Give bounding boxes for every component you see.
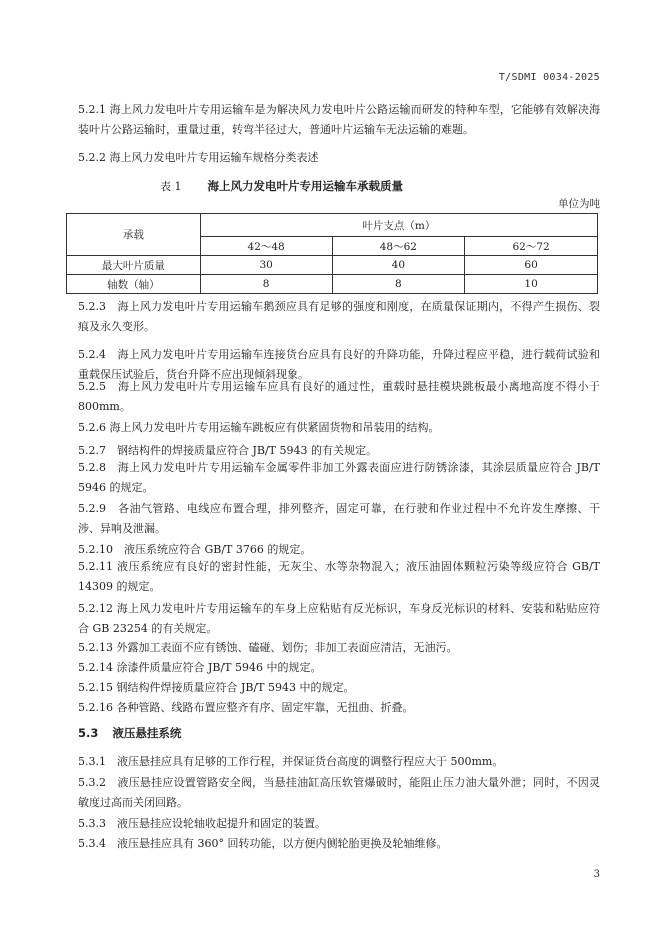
clause-5-2-7: 5.2.7 钢结构件的焊接质量应符合 JB/T 5943 的有关规定。 <box>78 444 378 457</box>
row-label: 轴数（轴） <box>67 275 201 294</box>
header-blade-support: 叶片支点（m） <box>200 214 597 237</box>
table-caption <box>160 178 403 194</box>
standard-code: T/SDMI 0034-2025 <box>498 72 600 83</box>
clause-5-2-13: 5.2.13 外露加工表面不应有锈蚀、磕碰、划伤；非加工表面应清洁，无油污。 <box>78 641 458 654</box>
load-capacity-table <box>66 213 598 294</box>
range-header: 48～62 <box>332 237 465 256</box>
table-number: 表 1 <box>160 180 182 193</box>
clause-5-2-15: 5.2.15 钢结构件焊接质量应符合 JB/T 5943 中的规定。 <box>78 681 355 694</box>
clause-5-2-11: 5.2.11 液压系统应有良好的密封性能，无灰尘、水等杂物混入；液压油固体颗粒污染等级应符合 GB/T 14309 的规定。 <box>78 560 600 593</box>
clause-5-3-3: 5.3.3 液压悬挂应设轮轴收起提升和固定的装置。 <box>78 817 326 830</box>
clause-5-2-14: 5.2.14 涂漆件质量应符合 JB/T 5946 中的规定。 <box>78 661 322 674</box>
section-title: 液压悬挂系统 <box>112 726 182 740</box>
row-label: 最大叶片质量 <box>67 256 201 275</box>
clause-5-2-12: 5.2.12 海上风力发电叶片专用运输车的车身上应粘贴有反光标识，车身反光标识的材料、安装和粘贴应符合 GB 23254 的有关规定。 <box>78 602 600 635</box>
clause-5-2-8: 5.2.8 海上风力发电叶片专用运输车金属零件非加工外露表面应进行防锈涂漆，其涂层质量应符合 JB/T 5946 的规定。 <box>78 461 600 494</box>
section-heading <box>78 725 181 741</box>
row-header-load: 承载 <box>67 214 201 256</box>
clause-5-2-3: 5.2.3 海上风力发电叶片专用运输车鹅颈应具有足够的强度和刚度，在质量保证期内，不得产生损伤、裂痕及永久变形。 <box>78 300 600 333</box>
clause-5-3-2: 5.3.2 液压悬挂应设置管路安全阀，当悬挂油缸高压软管爆破时，能阻止压力油大量外泄；同时，不因灵敏度过高而关闭回路。 <box>78 776 600 809</box>
section-number: 5.3 <box>78 726 99 740</box>
clause-5-2-1: 5.2.1 海上风力发电叶片专用运输车是为解决风力发电叶片公路运输而研发的特种车型，它能够有效解决海装叶片公路运输时，重量过重，转弯半径过大，普通叶片运输车无法运输的难题。 <box>78 103 600 136</box>
clause-5-3-4: 5.3.4 液压悬挂应具有 360° 回转功能，以方便内侧轮胎更换及轮轴维修。 <box>78 837 448 850</box>
clause-5-3-1: 5.3.1 液压悬挂应具有足够的工作行程，并保证货台高度的调整行程应大于 500mm。 <box>78 755 504 768</box>
table-cell: 40 <box>332 256 465 275</box>
table-cell: 60 <box>465 256 598 275</box>
range-header: 42～48 <box>200 237 332 256</box>
page-number: 3 <box>593 869 600 880</box>
table-cell: 8 <box>200 275 332 294</box>
table-row <box>67 275 598 294</box>
range-header: 62～72 <box>465 237 598 256</box>
clause-5-2-5: 5.2.5 海上风力发电叶片专用运输车应具有良好的通过性，重载时悬挂模块跳板最小离地高度不得小于 800mm。 <box>78 380 600 413</box>
clause-5-2-16: 5.2.16 各种管路、线路布置应整齐有序、固定牢靠，无扭曲、折叠。 <box>78 701 414 714</box>
table-unit: 单位为吨 <box>558 198 600 210</box>
table-cell: 30 <box>200 256 332 275</box>
clause-5-2-4: 5.2.4 海上风力发电叶片专用运输车连接货台应具有良好的升降功能，升降过程应平稳，进行载荷试验和重载保压试验后，货台升降不应出现倾斜现象。 <box>78 348 600 381</box>
clause-5-2-6: 5.2.6 海上风力发电叶片专用运输车跳板应有供紧固货物和吊装用的结构。 <box>78 421 440 434</box>
table-cell: 10 <box>465 275 598 294</box>
table-row <box>67 256 598 275</box>
clause-5-2-9: 5.2.9 各油气管路、电线应布置合理，排列整齐，固定可靠，在行驶和作业过程中不允许发生摩擦、干涉、异响及泄漏。 <box>78 502 600 535</box>
table-title: 海上风力发电叶片专用运输车承载质量 <box>207 179 403 193</box>
clause-5-2-2: 5.2.2 海上风力发电叶片专用运输车规格分类表述 <box>78 151 319 164</box>
clause-5-2-10: 5.2.10 液压系统应符合 GB/T 3766 的规定。 <box>78 543 312 556</box>
table-cell: 8 <box>332 275 465 294</box>
